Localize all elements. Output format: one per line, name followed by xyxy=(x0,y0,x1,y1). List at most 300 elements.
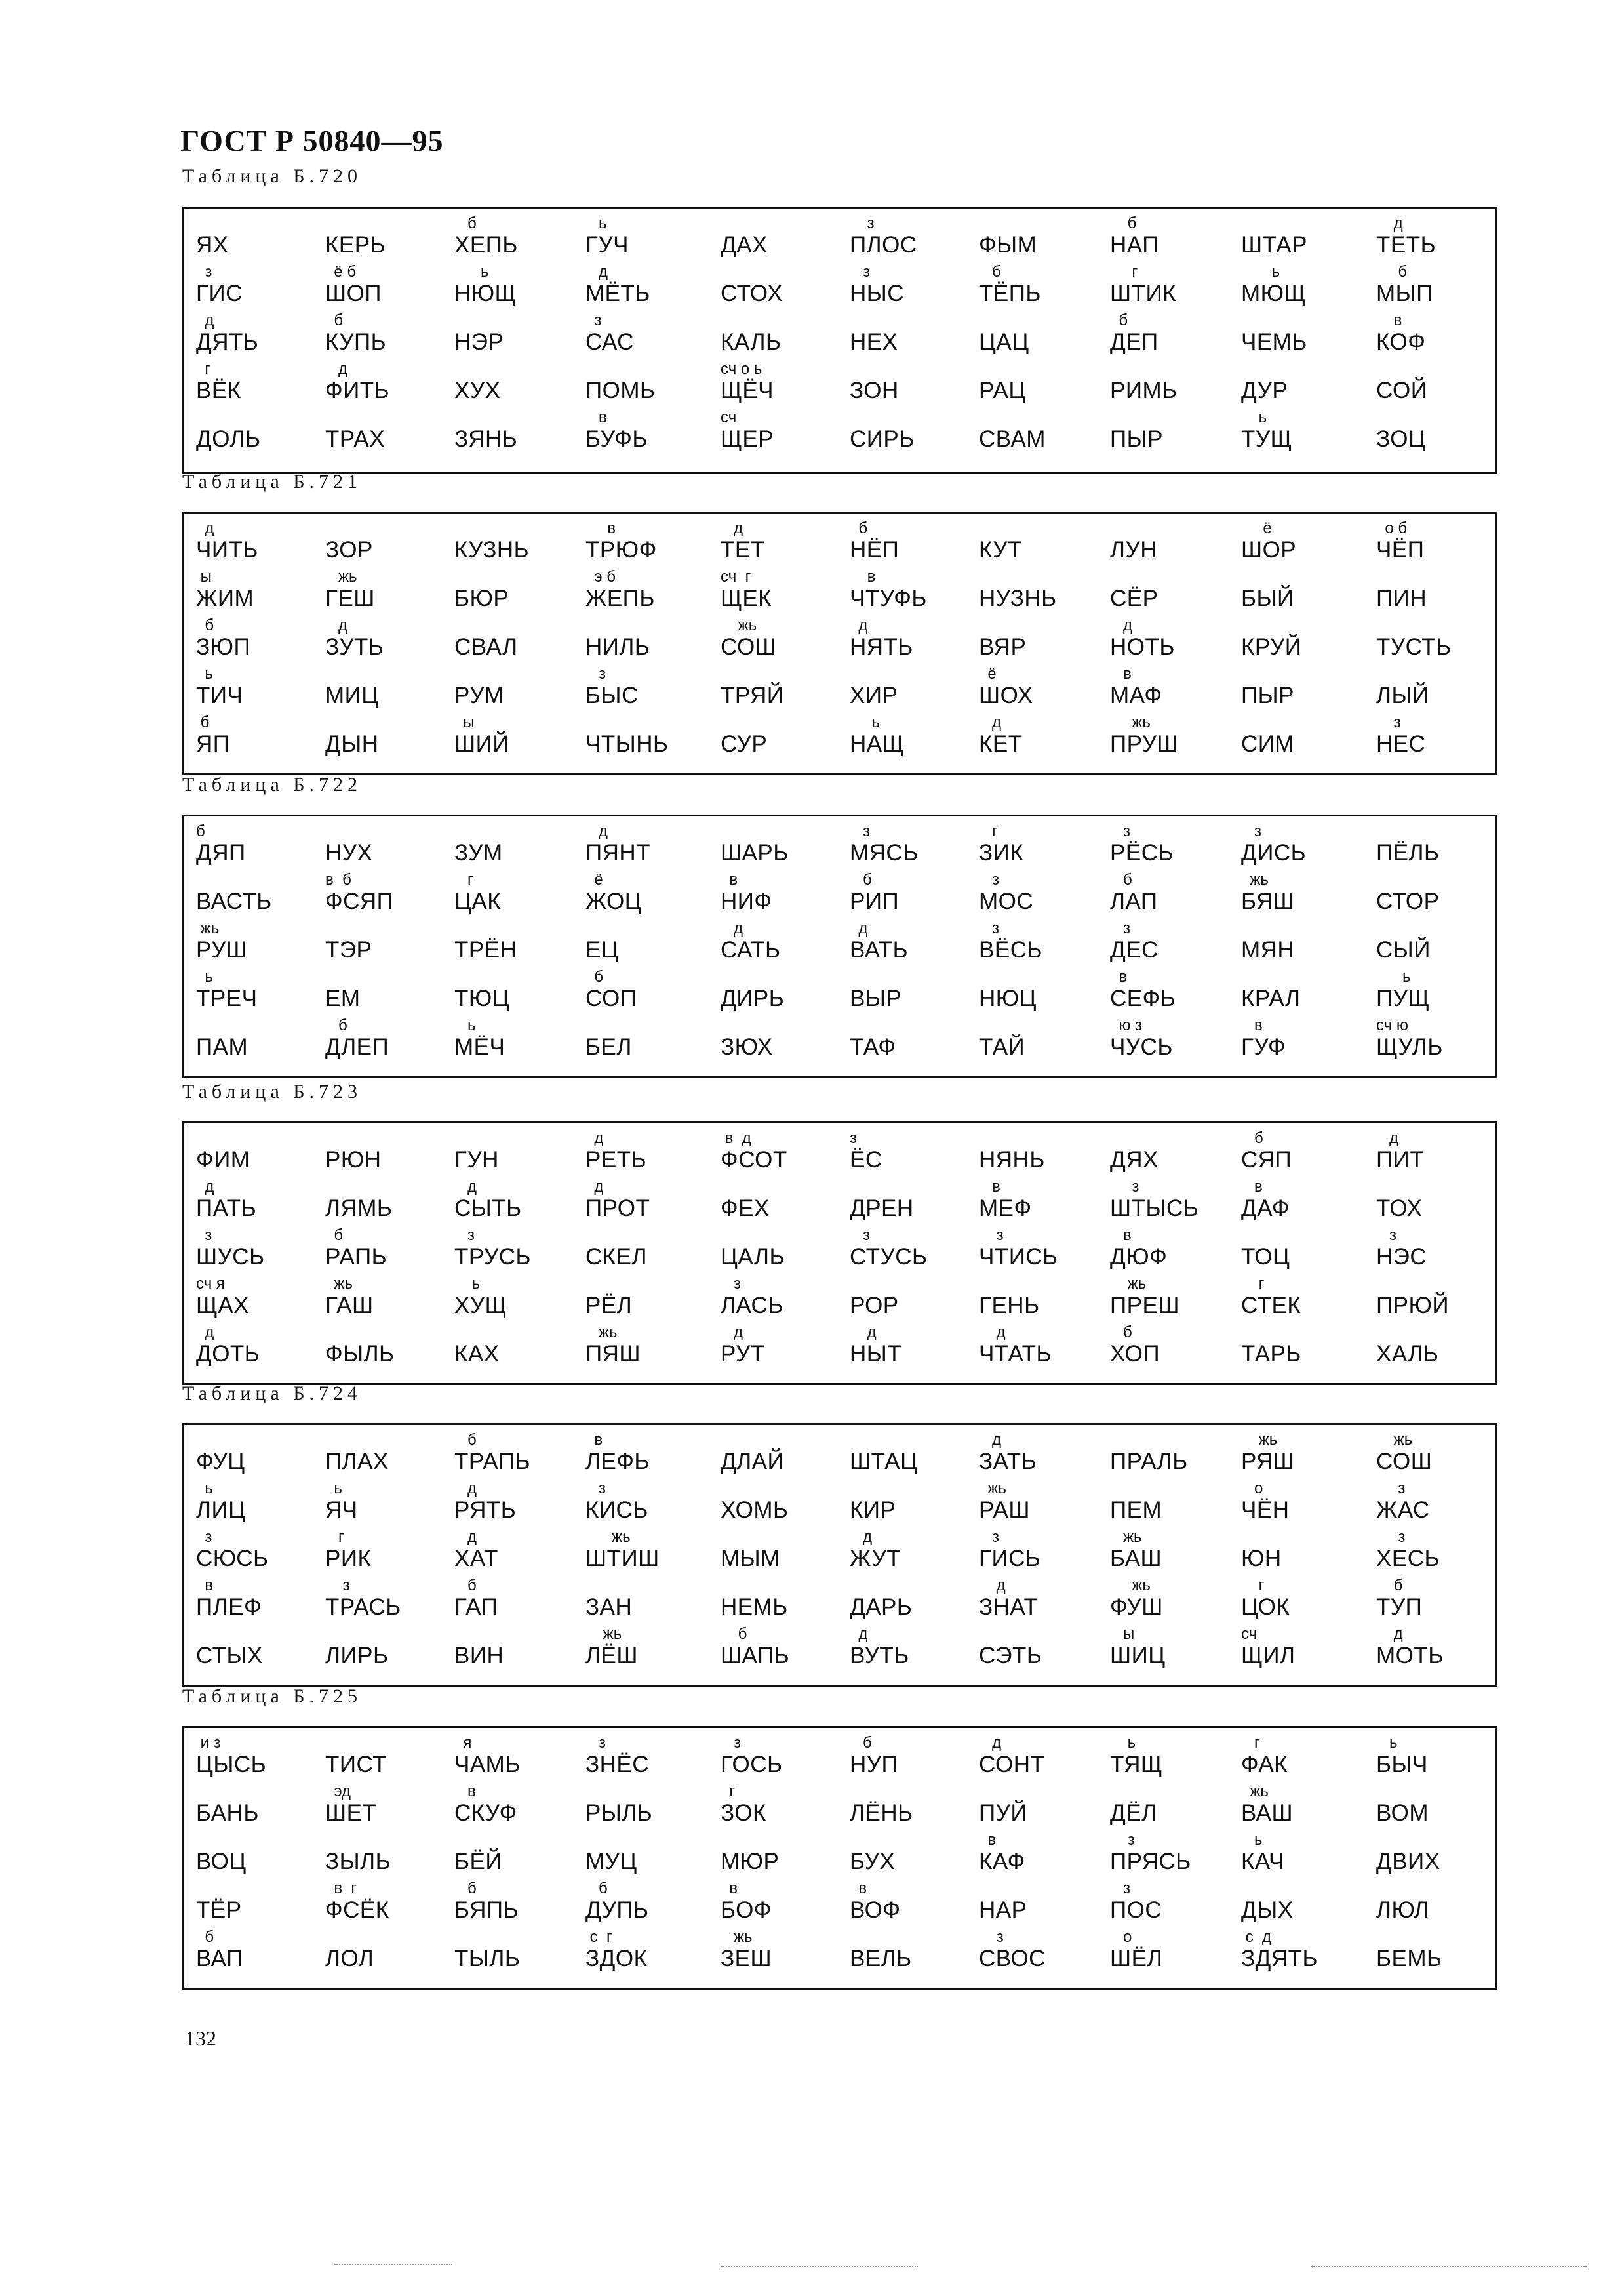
word-cell xyxy=(585,1832,717,1880)
word-cell xyxy=(196,920,327,969)
substitution-mark: ь xyxy=(196,1480,213,1497)
word-cell xyxy=(585,1529,717,1577)
substitution-mark: з xyxy=(196,1528,212,1546)
substitution-mark: д xyxy=(721,519,743,537)
word-text: ЗОК xyxy=(721,1800,766,1826)
substitution-mark: жь xyxy=(721,1928,753,1946)
word-cell xyxy=(454,1017,585,1066)
table-row xyxy=(184,1178,1495,1227)
word-text: КЕРЬ xyxy=(325,232,386,258)
word-text: МЮЩ xyxy=(1241,281,1306,306)
word-cell xyxy=(1110,1783,1241,1832)
word-text: ТЕТ xyxy=(721,537,765,563)
substitution-mark: ь xyxy=(325,1480,342,1497)
word-text: ТАЙ xyxy=(979,1034,1025,1060)
word-text: ЗДОК xyxy=(585,1946,648,1971)
substitution-mark: з xyxy=(196,263,212,281)
word-text: ЩЕК xyxy=(721,586,772,611)
word-cell xyxy=(979,312,1110,361)
substitution-mark: г xyxy=(721,1782,736,1800)
word-text: ДЫХ xyxy=(1241,1897,1294,1923)
word-text: ЛЯМЬ xyxy=(325,1196,393,1221)
substitution-mark: в xyxy=(1110,968,1128,986)
word-text: ВАШ xyxy=(1241,1800,1294,1826)
table-row xyxy=(184,969,1495,1017)
word-text: МЕФ xyxy=(979,1196,1032,1221)
word-text: ШОР xyxy=(1241,537,1297,563)
word-cell xyxy=(1241,1832,1372,1880)
word-text: ЗАТЬ xyxy=(979,1449,1037,1474)
word-text: ШИЦ xyxy=(1110,1643,1166,1668)
word-text: СЁР xyxy=(1110,586,1159,611)
word-text: ШЁЛ xyxy=(1110,1946,1162,1971)
substitution-mark: д xyxy=(850,919,868,937)
word-cell xyxy=(585,569,717,617)
word-text: ЗЯНЬ xyxy=(454,426,518,452)
word-text: НЫС xyxy=(850,281,905,306)
word-cell xyxy=(454,823,585,872)
word-text: БЫЙ xyxy=(1241,586,1294,611)
word-text: ШОП xyxy=(325,281,382,306)
scan-artifact-line xyxy=(1311,2266,1587,2267)
word-table xyxy=(182,1423,1497,1687)
word-text: ВАСТЬ xyxy=(196,889,272,914)
word-text: ЖУТ xyxy=(850,1546,901,1571)
word-text: СТОХ xyxy=(721,281,783,306)
word-cell xyxy=(1241,1529,1372,1577)
word-cell xyxy=(454,264,585,312)
word-text: ШЕТ xyxy=(325,1800,377,1826)
word-text: МЯСЬ xyxy=(850,840,919,866)
word-text: ХОП xyxy=(1110,1341,1160,1367)
word-text: БАНЬ xyxy=(196,1800,259,1826)
substitution-mark: д xyxy=(585,1178,604,1196)
word-text: СОЙ xyxy=(1376,378,1428,403)
word-cell xyxy=(585,1735,717,1783)
word-text: МЯН xyxy=(1241,937,1295,963)
word-text: ФСЁК xyxy=(325,1897,389,1923)
word-text: ПУЙ xyxy=(979,1800,1028,1826)
word-text: ЗЮП xyxy=(196,634,251,660)
word-text: ЖОЦ xyxy=(585,889,643,914)
word-text: ДЯТЬ xyxy=(196,329,259,355)
word-cell xyxy=(1241,361,1372,409)
substitution-mark: в б xyxy=(325,871,351,889)
word-text: ЗОР xyxy=(325,537,373,563)
substitution-mark: б xyxy=(1376,263,1408,281)
word-text: НЮЦ xyxy=(979,986,1037,1011)
word-cell xyxy=(585,1577,717,1626)
word-text: ТРЮФ xyxy=(585,537,657,563)
word-cell xyxy=(454,1480,585,1529)
word-text: ДЕС xyxy=(1110,937,1159,963)
word-cell xyxy=(1110,920,1241,969)
substitution-mark: в xyxy=(979,1831,997,1849)
word-cell xyxy=(196,520,327,569)
substitution-mark: жь xyxy=(1241,871,1269,889)
substitution-mark: з xyxy=(585,1734,606,1752)
word-cell xyxy=(850,1880,981,1929)
word-text: ПАМ xyxy=(196,1034,248,1060)
word-text: СОШ xyxy=(721,634,777,660)
word-cell xyxy=(979,1480,1110,1529)
word-text: ЖЕПЬ xyxy=(585,586,655,611)
substitution-mark: жь xyxy=(585,1323,618,1341)
word-text: СЯП xyxy=(1241,1147,1292,1173)
substitution-mark: в xyxy=(585,519,616,537)
substitution-mark: б xyxy=(1241,1129,1263,1147)
word-cell xyxy=(325,1017,456,1066)
word-text: ТОЦ xyxy=(1241,1244,1290,1270)
word-text: ЩЁЧ xyxy=(721,378,774,403)
table-row xyxy=(184,666,1495,714)
word-text: СТЕК xyxy=(1241,1293,1301,1318)
word-cell xyxy=(721,1880,852,1929)
word-text: НЕС xyxy=(1376,731,1426,757)
word-text: ХОМЬ xyxy=(721,1497,789,1523)
word-text: ХАЛЬ xyxy=(1376,1341,1439,1367)
word-cell xyxy=(585,215,717,264)
word-cell xyxy=(850,1276,981,1324)
word-cell xyxy=(1241,1130,1372,1178)
word-text: ДЛЕП xyxy=(325,1034,389,1060)
word-text: ФСЯП xyxy=(325,889,394,914)
substitution-mark: ь xyxy=(1241,409,1267,426)
word-cell xyxy=(1110,1432,1241,1480)
word-text: ДРЕН xyxy=(850,1196,914,1221)
word-cell xyxy=(1110,872,1241,920)
table-row xyxy=(184,872,1495,920)
word-table xyxy=(182,512,1497,775)
substitution-mark: з xyxy=(1376,1226,1397,1244)
word-cell xyxy=(196,1880,327,1929)
word-cell xyxy=(196,1529,327,1577)
word-cell xyxy=(721,823,852,872)
substitution-mark: д xyxy=(850,1323,877,1341)
word-cell xyxy=(196,569,327,617)
word-cell xyxy=(721,1276,852,1324)
word-text: СВАЛ xyxy=(454,634,518,660)
substitution-mark: в xyxy=(1241,1178,1263,1196)
word-text: ЛЮЛ xyxy=(1376,1897,1430,1923)
substitution-mark: б xyxy=(721,1625,747,1643)
substitution-mark: д xyxy=(1376,1129,1399,1147)
table-caption: Таблица Б.723 xyxy=(182,1081,363,1102)
word-text: КАЧ xyxy=(1241,1849,1284,1874)
substitution-mark: ь xyxy=(196,665,213,683)
word-text: ФСОТ xyxy=(721,1147,787,1173)
word-text: РИМЬ xyxy=(1110,378,1178,403)
substitution-mark: б xyxy=(454,1431,477,1449)
word-text: ФЫМ xyxy=(979,232,1037,258)
word-cell xyxy=(196,1130,327,1178)
word-text: ГУЧ xyxy=(585,232,629,258)
word-text: КУПЬ xyxy=(325,329,387,355)
table-row xyxy=(184,1735,1495,1783)
word-cell xyxy=(196,1626,327,1674)
substitution-mark: ё б xyxy=(325,263,357,281)
word-cell xyxy=(1376,1783,1507,1832)
word-cell xyxy=(1241,920,1372,969)
substitution-mark: д xyxy=(1376,1625,1403,1643)
word-text: ЖИМ xyxy=(196,586,254,611)
word-cell xyxy=(979,361,1110,409)
word-text: МЁЧ xyxy=(454,1034,505,1060)
substitution-mark: б xyxy=(585,968,604,986)
word-text: ЗНЁС xyxy=(585,1752,650,1777)
word-cell xyxy=(454,1929,585,1977)
word-text: ХЕСЬ xyxy=(1376,1546,1440,1571)
word-text: ЛИЦ xyxy=(196,1497,246,1523)
word-cell xyxy=(721,1432,852,1480)
substitution-mark: я xyxy=(454,1734,472,1752)
word-cell xyxy=(325,1227,456,1276)
substitution-mark: д xyxy=(454,1528,477,1546)
substitution-mark: в xyxy=(850,568,876,586)
word-cell xyxy=(1376,1577,1507,1626)
table-row xyxy=(184,1480,1495,1529)
table-row xyxy=(184,1929,1495,1977)
substitution-mark: ы xyxy=(196,568,212,586)
substitution-mark: сч xyxy=(1241,1625,1258,1643)
word-text: ПЛЕФ xyxy=(196,1594,262,1620)
word-cell xyxy=(979,920,1110,969)
substitution-mark: ё xyxy=(979,665,997,683)
word-text: ЯЧ xyxy=(325,1497,358,1523)
word-cell xyxy=(585,872,717,920)
word-text: КРАЛ xyxy=(1241,986,1301,1011)
substitution-mark: жь xyxy=(1376,1431,1413,1449)
word-cell xyxy=(196,264,327,312)
word-cell xyxy=(850,823,981,872)
word-cell xyxy=(325,1735,456,1783)
word-text: ХЕПЬ xyxy=(454,232,518,258)
word-text: РЫЛЬ xyxy=(585,1800,653,1826)
word-cell xyxy=(585,1017,717,1066)
word-text: ЩИЛ xyxy=(1241,1643,1296,1668)
substitution-mark: д xyxy=(721,1323,743,1341)
word-cell xyxy=(1110,714,1241,763)
word-cell xyxy=(1110,1227,1241,1276)
word-text: ГЕНЬ xyxy=(979,1293,1040,1318)
word-cell xyxy=(1376,312,1507,361)
word-cell xyxy=(850,215,981,264)
word-text: СЭТЬ xyxy=(979,1643,1042,1668)
word-cell xyxy=(325,1130,456,1178)
word-cell xyxy=(585,409,717,458)
substitution-mark: д xyxy=(850,1528,873,1546)
word-text: БЮР xyxy=(454,586,509,611)
word-text: ТРЯЙ xyxy=(721,683,784,708)
substitution-mark: д xyxy=(196,1323,214,1341)
substitution-mark: сч о ь xyxy=(721,360,762,378)
word-text: ГАП xyxy=(454,1594,498,1620)
substitution-mark: б xyxy=(196,616,214,634)
substitution-mark: ы xyxy=(454,714,475,731)
word-text: БЕМЬ xyxy=(1376,1946,1442,1971)
word-text: ВОМ xyxy=(1376,1800,1429,1826)
word-text: ГУФ xyxy=(1241,1034,1286,1060)
word-cell xyxy=(196,361,327,409)
substitution-mark: з xyxy=(721,1275,742,1293)
word-cell xyxy=(721,1227,852,1276)
word-text: НЕМЬ xyxy=(721,1594,788,1620)
word-cell xyxy=(850,1432,981,1480)
word-cell xyxy=(325,714,456,763)
substitution-mark: в xyxy=(585,409,607,426)
word-cell xyxy=(850,1929,981,1977)
word-cell xyxy=(454,714,585,763)
word-text: ТУП xyxy=(1376,1594,1423,1620)
substitution-mark: з xyxy=(196,1226,212,1244)
word-text: НЕХ xyxy=(850,329,898,355)
substitution-mark: з xyxy=(979,1528,1000,1546)
word-cell xyxy=(1376,617,1507,666)
word-cell xyxy=(585,823,717,872)
substitution-mark: б xyxy=(196,714,210,731)
word-cell xyxy=(721,264,852,312)
word-text: ШАРЬ xyxy=(721,840,789,866)
substitution-mark: з xyxy=(1110,822,1131,840)
word-text: СКЕЛ xyxy=(585,1244,647,1270)
word-cell xyxy=(1241,1735,1372,1783)
word-cell xyxy=(325,823,456,872)
substitution-mark: з xyxy=(979,919,1000,937)
word-cell xyxy=(721,1480,852,1529)
word-cell xyxy=(1241,666,1372,714)
substitution-mark: д xyxy=(454,1178,477,1196)
substitution-mark: г xyxy=(1110,263,1138,281)
substitution-mark: в xyxy=(1110,665,1132,683)
substitution-mark: д xyxy=(585,822,608,840)
substitution-mark: в xyxy=(850,1880,867,1897)
word-cell xyxy=(721,1529,852,1577)
word-cell xyxy=(850,361,981,409)
substitution-mark: ы xyxy=(1110,1625,1135,1643)
word-table xyxy=(182,1726,1497,1990)
word-text: ВЁК xyxy=(196,378,241,403)
word-text: ГОСЬ xyxy=(721,1752,783,1777)
word-cell xyxy=(585,1929,717,1977)
substitution-mark: г xyxy=(454,871,473,889)
word-text: ЛЁНЬ xyxy=(850,1800,913,1826)
word-cell xyxy=(1110,409,1241,458)
word-text: ТРЕЧ xyxy=(196,986,258,1011)
word-cell xyxy=(1241,617,1372,666)
word-text: НОТЬ xyxy=(1110,634,1175,660)
word-cell xyxy=(1110,1929,1241,1977)
substitution-mark: жь xyxy=(979,1480,1006,1497)
word-cell xyxy=(585,714,717,763)
substitution-mark: з xyxy=(850,263,871,281)
substitution-mark: с г xyxy=(585,1928,612,1946)
word-cell xyxy=(1376,1626,1507,1674)
word-text: БЕЛ xyxy=(585,1034,632,1060)
word-text: НЁП xyxy=(850,537,900,563)
word-cell xyxy=(1241,1276,1372,1324)
substitution-mark: з xyxy=(1376,714,1401,731)
word-cell xyxy=(585,264,717,312)
word-cell xyxy=(721,1178,852,1227)
word-cell xyxy=(721,1626,852,1674)
word-text: ТЭР xyxy=(325,937,372,963)
substitution-mark: в xyxy=(979,1178,1000,1196)
page-title: ГОСТ Р 50840—95 xyxy=(180,124,444,157)
word-text: СЮСЬ xyxy=(196,1546,269,1571)
word-text: ЕМ xyxy=(325,986,361,1011)
substitution-mark: г xyxy=(1241,1577,1265,1594)
word-cell xyxy=(196,1432,327,1480)
word-text: НЮЩ xyxy=(454,281,517,306)
word-cell xyxy=(979,1017,1110,1066)
word-cell xyxy=(585,1227,717,1276)
word-cell xyxy=(721,1929,852,1977)
word-cell xyxy=(585,1178,717,1227)
word-cell xyxy=(850,1529,981,1577)
word-cell xyxy=(721,920,852,969)
substitution-mark: д xyxy=(850,616,868,634)
word-text: ЧИТЬ xyxy=(196,537,258,563)
table-row xyxy=(184,520,1495,569)
word-cell xyxy=(721,520,852,569)
substitution-mark: жь xyxy=(325,1275,353,1293)
word-cell xyxy=(850,617,981,666)
word-text: РЯТЬ xyxy=(454,1497,517,1523)
word-text: ДЯП xyxy=(196,840,246,866)
word-cell xyxy=(850,872,981,920)
word-cell xyxy=(325,1929,456,1977)
word-cell xyxy=(1376,1017,1507,1066)
word-text: ПЕМ xyxy=(1110,1497,1162,1523)
word-text: БЫС xyxy=(585,683,639,708)
word-cell xyxy=(979,1529,1110,1577)
word-cell xyxy=(850,1735,981,1783)
substitution-mark: б xyxy=(1110,312,1128,329)
table-row xyxy=(184,1529,1495,1577)
word-cell xyxy=(1241,1017,1372,1066)
word-text: СЫЙ xyxy=(1376,937,1431,963)
word-cell xyxy=(454,920,585,969)
word-text: ВУТЬ xyxy=(850,1643,909,1668)
word-text: СЫТЬ xyxy=(454,1196,522,1221)
word-text: ЯХ xyxy=(196,232,229,258)
word-cell xyxy=(325,969,456,1017)
word-cell xyxy=(1376,361,1507,409)
word-cell xyxy=(454,1178,585,1227)
word-cell xyxy=(979,1324,1110,1373)
word-text: ТЮЦ xyxy=(454,986,510,1011)
word-text: ФИМ xyxy=(196,1147,250,1173)
word-cell xyxy=(454,1227,585,1276)
word-text: РАЦ xyxy=(979,378,1026,403)
word-cell xyxy=(979,823,1110,872)
word-cell xyxy=(979,1929,1110,1977)
word-text: ТАРЬ xyxy=(1241,1341,1301,1367)
substitution-mark: з xyxy=(1110,1831,1135,1849)
word-cell xyxy=(585,1324,717,1373)
word-cell xyxy=(196,617,327,666)
word-text: ШОХ xyxy=(979,683,1033,708)
word-text: НАП xyxy=(1110,232,1159,258)
word-text: ПЫР xyxy=(1110,426,1163,452)
word-text: ДЯХ xyxy=(1110,1147,1159,1173)
word-cell xyxy=(721,569,852,617)
word-cell xyxy=(454,1626,585,1674)
word-text: ТРАХ xyxy=(325,426,386,452)
substitution-mark: б xyxy=(979,263,1001,281)
word-text: ШТИШ xyxy=(585,1546,660,1571)
substitution-mark: в г xyxy=(325,1880,357,1897)
